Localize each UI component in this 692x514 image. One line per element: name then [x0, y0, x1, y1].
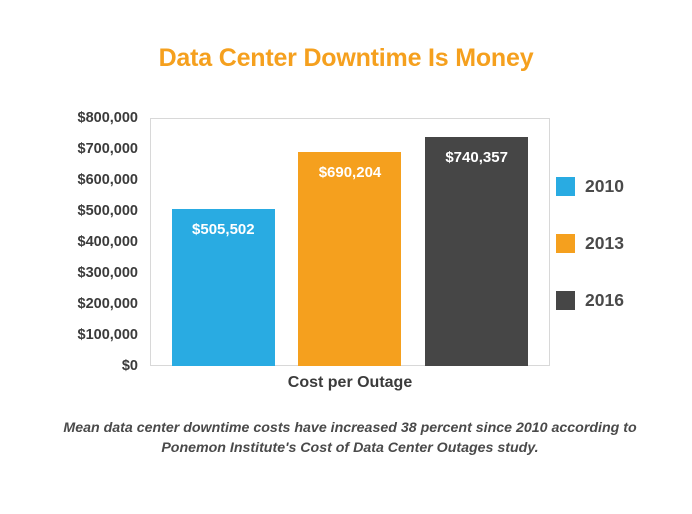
x-axis-title: Cost per Outage: [287, 374, 413, 391]
y-axis: [52, 110, 144, 374]
chart-caption: Mean data center downtime costs have increased 38 percent since 2010 according to Ponemon Institute's Cost of Data Center Outages study.: [63, 420, 637, 457]
bar-value-label: $505,502: [192, 221, 255, 239]
bar-2010[interactable]: [172, 209, 275, 366]
legend-item-2010[interactable]: [556, 176, 676, 197]
page-title: Data Center Downtime Is Money: [158, 44, 534, 72]
bar-column-2016: [425, 118, 528, 366]
y-tick-label: $0: [121, 358, 138, 374]
bar-value-label: $690,204: [318, 163, 382, 181]
bar-value-label: $740,357: [445, 148, 508, 166]
y-tick-label: $500,000: [77, 203, 138, 219]
bar-column-2013: [298, 118, 401, 366]
y-tick-label: $200,000: [77, 296, 138, 312]
y-tick-label: $700,000: [77, 141, 138, 157]
legend-label: 2010: [585, 176, 624, 196]
y-tick-label: $400,000: [77, 234, 138, 250]
plot-area: [150, 118, 550, 366]
y-tick-label: $100,000: [77, 327, 138, 343]
bar-series: [150, 118, 550, 366]
bar-2013[interactable]: [298, 152, 401, 366]
bar-2016[interactable]: [425, 137, 528, 366]
y-tick-label: $300,000: [77, 265, 138, 281]
legend-swatch-icon: [556, 177, 575, 196]
y-tick-label: $600,000: [77, 172, 138, 188]
y-tick-label: $800,000: [77, 110, 138, 126]
legend-label: 2016: [585, 290, 624, 310]
legend-swatch-icon: [556, 234, 575, 253]
bar-column-2010: [172, 118, 275, 366]
legend-swatch-icon: [556, 291, 575, 310]
legend-item-2013[interactable]: [556, 233, 676, 254]
legend-label: 2013: [585, 233, 624, 253]
legend-item-2016[interactable]: [556, 290, 676, 311]
legend: [556, 176, 676, 347]
